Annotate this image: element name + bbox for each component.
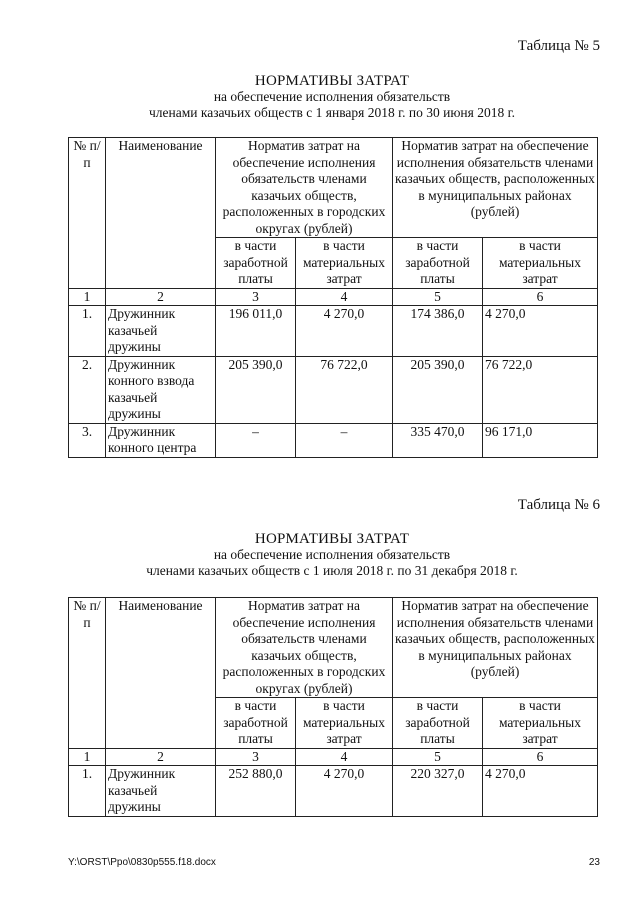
table-row <box>69 766 598 817</box>
header-group-urban: Норматив затрат на обеспечение исполнения обязательств членами казачьих обществ, расположенных в городских округах (рублей) <box>216 138 393 238</box>
table-5-subtitle-1: на обеспечение исполнения обязательств <box>213 89 451 104</box>
row-material-municipal: 4 270,0 <box>483 766 598 817</box>
row-material-urban: – <box>296 423 393 457</box>
row-name: Дружинник казачьей дружины <box>106 306 216 357</box>
row-salary-municipal: 220 327,0 <box>393 766 483 817</box>
row-number: 2. <box>69 356 106 423</box>
column-number: 5 <box>393 748 483 766</box>
column-number: 4 <box>296 748 393 766</box>
header-salary: в части заработной платы <box>216 238 296 289</box>
column-number: 6 <box>483 748 598 766</box>
row-salary-urban: 205 390,0 <box>216 356 296 423</box>
header-num: № п/п <box>69 598 106 749</box>
header-salary: в части заработной платы <box>393 238 483 289</box>
column-number: 4 <box>296 288 393 306</box>
row-name: Дружинник конного взвода казачьей дружины <box>106 356 216 423</box>
table-5-title: НОРМАТИВЫ ЗАТРАТ <box>254 73 410 89</box>
column-number: 2 <box>106 748 216 766</box>
column-number-row <box>69 748 598 766</box>
header-group-municipal: Норматив затрат на обеспечение исполнения обязательств членами казачьих обществ, расположенных в муниципальных районах (рублей) <box>393 598 598 698</box>
header-name: Наименование <box>106 138 216 289</box>
row-salary-municipal: 205 390,0 <box>393 356 483 423</box>
table-6-title: НОРМАТИВЫ ЗАТРАТ <box>254 531 410 547</box>
column-number: 1 <box>69 288 106 306</box>
header-group-municipal: Норматив затрат на обеспечение исполнения обязательств членами казачьих обществ, расположенных в муниципальных районах (рублей) <box>393 138 598 238</box>
header-material: в части материальных затрат <box>296 698 393 749</box>
row-number: 3. <box>69 423 106 457</box>
table-row <box>69 306 598 357</box>
row-salary-municipal: 174 386,0 <box>393 306 483 357</box>
row-number: 1. <box>69 306 106 357</box>
header-name: Наименование <box>106 598 216 749</box>
column-number: 5 <box>393 288 483 306</box>
row-material-urban: 4 270,0 <box>296 306 393 357</box>
norms-table-5 <box>68 137 598 458</box>
norms-table-6 <box>68 597 598 817</box>
table-header-row <box>69 598 598 698</box>
row-material-urban: 4 270,0 <box>296 766 393 817</box>
table-6-heading <box>68 531 596 579</box>
header-material: в части материальных затрат <box>296 238 393 289</box>
header-group-urban: Норматив затрат на обеспечение исполнения обязательств членами казачьих обществ, расположенных в городских округах (рублей) <box>216 598 393 698</box>
table-header-row <box>69 138 598 238</box>
row-salary-municipal: 335 470,0 <box>393 423 483 457</box>
row-number: 1. <box>69 766 106 817</box>
column-number: 2 <box>106 288 216 306</box>
header-salary: в части заработной платы <box>216 698 296 749</box>
table-5-heading <box>68 73 596 121</box>
column-number: 6 <box>483 288 598 306</box>
table-6-label: Таблица № 6 <box>517 497 600 513</box>
column-number-row <box>69 288 598 306</box>
row-name: Дружинник конного центра <box>106 423 216 457</box>
row-material-municipal: 96 171,0 <box>483 423 598 457</box>
table-6-subtitle-2: членами казачьих обществ с 1 июля 2018 г. по 31 декабря 2018 г. <box>146 563 518 578</box>
row-salary-urban: 252 880,0 <box>216 766 296 817</box>
table-row <box>69 356 598 423</box>
footer-file-path: Y:\ORST\Ppo\0830p555.f18.docx <box>68 857 216 868</box>
header-material: в части материальных затрат <box>483 238 598 289</box>
row-material-municipal: 4 270,0 <box>483 306 598 357</box>
table-5-subtitle-2: членами казачьих обществ с 1 января 2018 г. по 30 июня 2018 г. <box>149 105 515 120</box>
column-number: 3 <box>216 748 296 766</box>
row-salary-urban: – <box>216 423 296 457</box>
row-material-urban: 76 722,0 <box>296 356 393 423</box>
table-row <box>69 423 598 457</box>
column-number: 3 <box>216 288 296 306</box>
column-number: 1 <box>69 748 106 766</box>
row-name: Дружинник казачьей дружины <box>106 766 216 817</box>
footer-page-number: 23 <box>588 857 600 868</box>
table-6-subtitle-1: на обеспечение исполнения обязательств <box>213 547 451 562</box>
row-material-municipal: 76 722,0 <box>483 356 598 423</box>
header-num: № п/п <box>69 138 106 289</box>
header-salary: в части заработной платы <box>393 698 483 749</box>
row-salary-urban: 196 011,0 <box>216 306 296 357</box>
table-5-label: Таблица № 5 <box>517 38 600 54</box>
header-material: в части материальных затрат <box>483 698 598 749</box>
